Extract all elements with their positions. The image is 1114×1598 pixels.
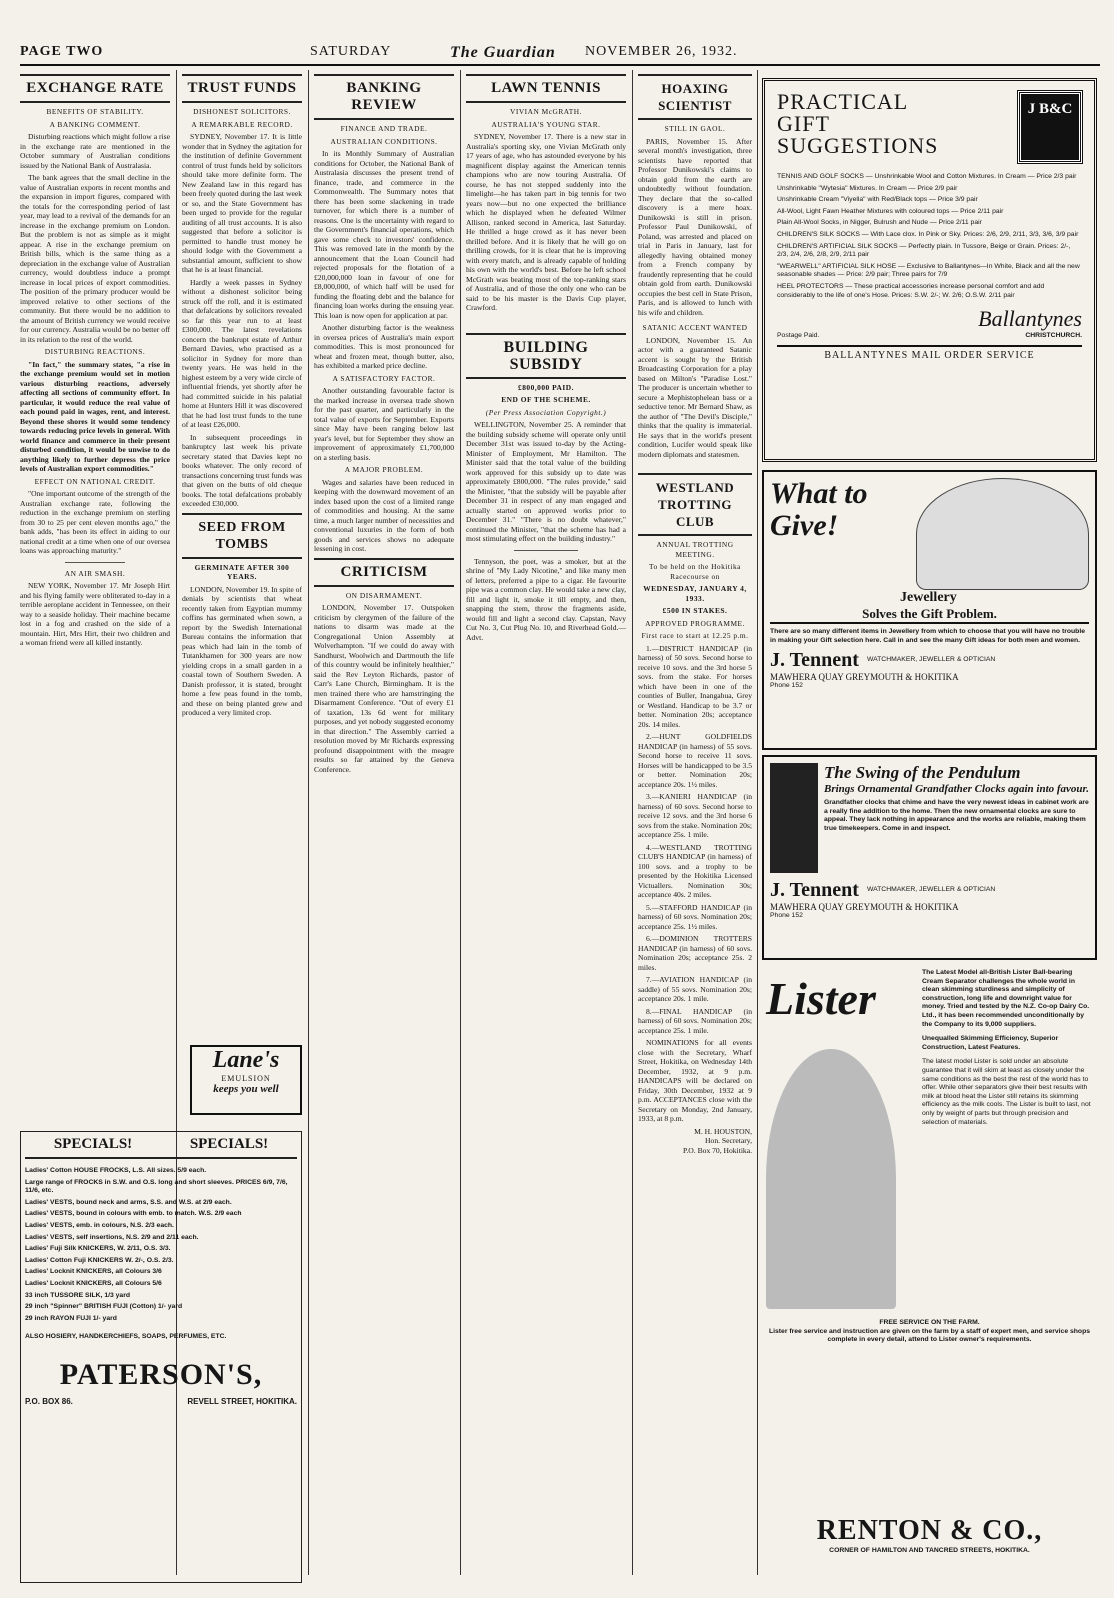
masthead	[20, 42, 1100, 66]
gift-title: GIFT	[777, 111, 830, 136]
article-subhead: EFFECT ON NATIONAL CREDIT.	[34, 476, 156, 486]
list-item: 33 inch TUSSORE SILK, 1/3 yard	[25, 1291, 131, 1299]
list-item: Ladies' VESTS, emb. in colours, N.S. 2/3 each.	[25, 1221, 174, 1229]
article-paragraph: LONDON, November 17. Outspoken criticism by clergymen of the failure of the nations to disarm was made at the Congregational Union Assembly at Wolverhampton. "If we could do away with Sandhurst, Woolwich and Dartmouth the life of this country would be infinitely healthier," said the Rev Leyton Richards, pastor of Carr's Lane Church, Birmingham. It is the men trained there who are hamstringing the Disarmament Conference. "Out of every £1 of taxation, 13s 6d went for military purposes, and yet nobody suggested economy in that direction." The Assembly carried a resolution moved by Mr Richards expressing profound disappointment with the meagre results so far attained by the Geneva Conference.	[314, 603, 454, 774]
lister-body: The latest model Lister is sold under an absolute guarantee that it will skim at least as closely under the same conditions as the best the rest of the world has to offer. While other separators give their best results with milk at blood heat the Lister still retains its skimming efficiency as the milk cools. The Lister is built to last, not only by weight of parts but through precision and selection of materials.	[922, 1058, 1091, 1126]
trotting-signature	[638, 1127, 752, 1156]
article-paragraph: LONDON, November 19. In spite of denials by scientists that wheat recently taken from Egyptian mummy coffins has germinated when sown, a report by the Swedish International Bureau contains the information that peas which had lain in the tomb of Tutankhamen for 300 years are now yielding crops in a small garden in a coastal town of Southern Sweden. A Danish professor, it is stated, brought home a few peas found in the tomb, and these on being planted grew and produced a very limited crop.	[182, 584, 302, 717]
lister-farm-body: Lister free service and instruction are given on the farm by a staff of expert men, and service shops complete in every detail, attend to Lister owner's requirements.	[768, 1327, 1091, 1344]
list-item: Ladies' Locknit KNICKERS, all Colours 3/6	[25, 1268, 162, 1276]
article-subhead: A MAJOR PROBLEM.	[344, 465, 424, 474]
article-paragraph: SYDNEY, November 17. There is a new star in Australia's sporting sky, one Vivian McGrath only 17 years of age, who has astounded everyone by his magnificent display against the American tennis champions who are now touring Australia. Of course, he has not stepped suddenly into the limelight—he has taken part in big tennis for two years now—but no one expected the brilliance which he displayed when he defeated Wilmer Allison, ranked second in America, last Saturday. He thrilled a huge crowd as it has never been thrilled before. And it is likely that he will go on thrilling crowds, for it is clear that he is improving with every match, and is already capable of holding his own with the world's best. Before he left school McGrath was beating most of the top-ranking stars of Australia, and of those the only one who can be said to be his master is the Davis Cup player, Crawford.	[466, 132, 626, 312]
race-entry: 4.—WESTLAND TROTTING CLUB'S HANDICAP (in harness) of 100 sovs. and a trophy to be presented by the Hokitika Licensed Victuallers. Nomination 30s; acceptance 40s. 2 miles.	[638, 842, 752, 899]
specials-list	[25, 1167, 297, 1323]
lanes-emulsion-ad	[190, 1045, 302, 1115]
masthead-date: NOVEMBER 26, 1932.	[585, 44, 738, 59]
tennent-address: MAWHERA QUAY GREYMOUTH & HOKITIKA	[770, 902, 959, 912]
gift-title: SUGGESTIONS	[777, 133, 939, 158]
race-entry: 1.—DISTRICT HANDICAP (in harness) of 50 sovs. Second horse to receive 10 sovs. and the 3rd horse 5 sovs. from the stake. For horses which have been in one of the counties of Buller, Inangahua, Grey or Westland. Handicap to be 3.7 or better. Nomination 20s; acceptance 20s. 14 miles.	[638, 643, 752, 729]
advertorial-paragraph: Tennyson, the poet, was a smoker, but at the shrine of "My Lady Nicotine," and like many men of letters, preferred a pipe to a cigar. He favourite pipe was a common clay. He would take a new clay, fill and light it, smoke it till empty, and then, snapping the stem, throw the fragments aside, would fill and light a second clay. Capstan, Navy Cut No. 3, Cut Plug No. 10, and Riverhead Gold.—Advt.	[466, 556, 626, 642]
article-title: TRUST FUNDS	[182, 74, 302, 103]
pendulum-body: Grandfather clocks that chime and have the very newest ideas in cabinet work are a really fine addition to the home. Then the new ornamental clocks are sure to appeal. They lack nothing in appearance and the works are reliable, making them true timekeepers. Come in and inspect.	[824, 799, 1089, 832]
lister-brand: Lister	[766, 973, 876, 1024]
ballantynes-footer: BALLANTYNES MAIL ORDER SERVICE	[777, 345, 1082, 361]
article-subhead: DISHONEST SOLICITORS.	[193, 107, 291, 116]
column-5	[638, 70, 752, 1575]
article-paragraph: Wages and salaries have been reduced in keeping with the downward movement of an index based upon the cost of a limited range of commodities and housing. At the same time, a much larger number of necessities and conventional luxuries in the form of both goods and services shows no adequate lessening in cost.	[314, 477, 454, 553]
column-rule	[632, 70, 633, 1575]
tennent-address: MAWHERA QUAY GREYMOUTH & HOKITIKA	[770, 672, 959, 683]
article-subhead: AUSTRALIAN CONDITIONS.	[330, 136, 438, 146]
list-item: HEEL PROTECTORS — These practical accessories increase personal comfort and add considerably to the life of one's Hose. Prices: S.W. 2/-; W. 2/6; O.S.W. 2/11 pair	[777, 282, 1045, 299]
what-to-heading: What to	[770, 477, 868, 510]
article-title: HOAXING SCIENTIST	[638, 74, 752, 120]
article-subhead: BENEFITS OF STABILITY.	[46, 107, 144, 116]
list-item: Ladies' Cotton HOUSE FROCKS, L.S. All sizes. 5/9 each.	[25, 1167, 207, 1174]
patersons-ad	[20, 1131, 302, 1583]
list-item: Unshrinkable Cream "Viyella" with Red/Black tops — Price 3/9 pair	[777, 196, 978, 204]
article-subhead: AUSTRALIA'S YOUNG STAR.	[491, 119, 601, 129]
trotting-stakes: £500 IN STAKES.	[662, 606, 728, 615]
article-subhead: STILL IN GAOL.	[664, 124, 726, 133]
article-subhead: ON DISARMAMENT.	[345, 590, 423, 600]
article-paragraph: "In fact," the summary states, "a rise in the exchange premium would set in motion various disturbing reactions, adversely affecting all sections of community effort. In particular, it would reduce the real value of each pound paid in wages, rent, and interest. Beyond these shores it would some tendency towards reducing price levels in general. With world finance and commerce in their present disturbed condition, it would be unwise to do anything likely to further depress the price levels of Australian export commodities."	[20, 359, 170, 473]
article-title: BANKING REVIEW	[314, 74, 454, 120]
race-entry: 6.—DOMINION TROTTERS HANDICAP (in harness) of 60 sovs. Nomination 20s; acceptance 25s. 2 miles.	[638, 934, 752, 972]
article-subhead: DISTURBING REACTIONS.	[44, 347, 146, 356]
specials-heading: SPECIALS!	[189, 1136, 269, 1152]
race-entry: 5.—STAFFORD HANDICAP (in harness) of 60 sovs. Nomination 20s; acceptance 25s. 1½ miles.	[638, 902, 752, 931]
article-paragraph: WELLINGTON, November 25. A reminder that the building subsidy scheme will operate only until December 31st was issued to-day by the Acting-Minister of Employment, Mr Hamilton. The Minister said that the total value of the building work approved for this subsidy up to date was approximately £800,000. "The rules provide," said the Minister, "that the subsidy will be payable after December 31 in respect of any man engaged and actually started on approved works prior to December 31." "There is no doubt whatever," continued the Minister, "that the scheme has had a most stimulating effect on the building industry."	[466, 420, 626, 543]
gift-illustration	[916, 478, 1089, 590]
article-paragraph: In subsequent proceedings in bankruptcy last week his private secretary stated that Davies kept no books whatever. The only record of transactions concerning trust funds was that given on the butts of old cheque books. The total defalcations probably exceeded £30,000.	[182, 432, 302, 508]
lanes-brand: Lane's	[212, 1047, 280, 1073]
trotting-title: WESTLAND TROTTING CLUB	[638, 473, 752, 536]
article-paragraph: SYDNEY, November 17. It is little wonder that in Sydney the agitation for the institution of definite Government control of trust funds held by solicitors should take more definite form. The New Zealand law in this regard has been freely quoted during the last week or so, and the State Government has been urged to provide for the regular auditing of all trust accounts. It is also suggested that before a solicitor is permitted to handle trust money he should lodge with the Government a substantial amount, sufficient to show that he is at least financial.	[182, 132, 302, 274]
renton-ad	[762, 1515, 1097, 1575]
article-subhead: VIVIAN McGRATH.	[510, 107, 582, 116]
trotting-footer: NOMINATIONS for all events close with the Secretary, Wharf Street, Hokitika, on Wednesday 14th December, 1932, at 9 p.m. HANDICAPS will be declared on Friday, 30th December, 1932 at 9 p.m. ACCEPTANCES close with the Secretary on Monday, 2nd January, 1933, at 8 p.m.	[638, 1038, 752, 1123]
patersons-address: REVELL STREET, HOKITIKA.	[187, 1396, 297, 1406]
list-item: TENNIS AND GOLF SOCKS — Unshrinkable Wool and Cotton Mixtures. In Cream — Price 2/3 pair	[777, 173, 1077, 180]
article-title: SEED FROM TOMBS	[182, 513, 302, 559]
tennent-body: There are so many different items in Jewellery from which to choose that you will have no trouble in making your Gift selection here. Call in and see the many Gift ideas for both men and women.	[770, 628, 1085, 644]
column-3	[314, 70, 454, 1575]
article-paragraph: PARIS, November 15. After several month's investigation, three scientists have reported that Professor Dunikowski's claims to obtain gold from the earth are undoubtedly without foundation. They declare that the so-called discovery is a mere hoax. Dunikowski is still in prison. Professor Paul Dunikowski, of Poland, was arrested and placed on trial in Paris in January, last for allegedly having obtained money from a French company by fraudently representing that he could obtain gold from earth. Dunikowski occupies the best cell in State Prison, Paris, and is allowed to lunch with his wife and children.	[638, 136, 752, 317]
lister-ad	[762, 965, 1097, 1513]
article-paragraph: The bank agrees that the small decline in the value of Australian exports in recent months and the expansion in import figures, compared with the totals for the corresponding period of last year, may lead to a revival of the demands for an increase in the exchange premium on London. But the problem is not as simple as it might appear. A rise in the exchange premium on British bills, which is the same thing as a depreciation in the exchange value of Australian currency, would doubtless induce a prompt increase in local prices of export commodities. The position of the primary producer would be improved relative to other sections of the community. But there would be no addition to the amount of British currency we would receive for our currency. Australia would be no better off in its relation to the rest of the world.	[20, 173, 170, 344]
article-paragraph: Hardly a week passes in Sydney without a dishonest solicitor being struck off the roll, and it is estimated that defalcations by solicitors revealed so far this year run to at least £300,000. The latest revelations concern the bankrupt estate of Arthur Bernard Davies, who practised as a solicitor in Sydney for more than twenty years. He was held in the highest esteem by a very wide circle of influential friends, yet shortly after he had committed suicide in his palatial home at Hunters Hill it was discovered that he had lost trust funds to the tune of at least £26,000.	[182, 277, 302, 429]
specials-heading: SPECIALS!	[53, 1136, 133, 1152]
list-item: Large range of FROCKS in S.W. and O.S. long and short sleeves. PRICES 6/9, 7/6, 11/6, etc.	[25, 1178, 288, 1195]
list-item: Ladies' VESTS, self insertions, N.S. 2/9 and 2/11 each.	[25, 1233, 199, 1241]
give-heading: Give!	[770, 509, 839, 542]
article-subhead: GERMINATE AFTER 300 YEARS.	[194, 562, 290, 581]
article-paragraph: Another outstanding favourable factor is the marked increase in oversea trade shown for the past quarter, and particularly in the total value of exports for September. Exports since May have been ranging below last year's level, but for September they show an improvement of approximately £1,700,000 on a sterling basis.	[314, 386, 454, 462]
tennent-name: J. Tennent	[770, 649, 859, 672]
article-paragraph: Another disturbing factor is the weakness in oversea prices of Australia's main export commodities. This is most pronounced for wheat and frozen meat, though butter, also, has exhibited a marked price decline.	[314, 323, 454, 370]
article-title: BUILDING SUBSIDY	[466, 333, 626, 379]
list-item: All-Wool, Light Fawn Heather Mixtures with coloured tops — Price 2/11 pair	[777, 207, 1004, 215]
article-title: EXCHANGE RATE	[20, 74, 170, 103]
lanes-tagline: keeps you well	[213, 1083, 279, 1095]
column-rule	[757, 70, 758, 1575]
pendulum-subhead: Brings Ornamental Grandfather Clocks again into favour.	[824, 783, 1089, 795]
article-paragraph: NEW YORK, November 17. Mr Joseph Hirt and his flying family were obliterated to-day in a terrible aeroplane accident in Tennessee, on their way to a seaside holiday. Their machine became lost in a fog and crashed on the side of a mountain. Hirt, Mrs Hirt, their two children and a woman friend were all killed instantly.	[20, 581, 170, 647]
trotting-subhead: ANNUAL TROTTING MEETING.	[656, 540, 734, 559]
article-paragraph: "One important outcome of the strength of the Australian exchange rate, following the reduction in the exchange premium on sterling from 30 to 25 per cent eleven months ago," the bank adds, "has been its effect in aiding to our national credit at a time when one of our oversea loans was approaching maturity."	[20, 489, 170, 555]
lister-farm-heading: FREE SERVICE ON THE FARM.	[879, 1319, 980, 1326]
race-entry: 2.—HUNT GOLDFIELDS HANDICAP (in harness) of 55 sovs. Second horse to receive 11 sovs. Horses will be handicapped to be 3.5 or better. Nomination 20s; acceptance 20s. 1½ miles.	[638, 732, 752, 789]
postage-note: Postage Paid.	[777, 332, 820, 340]
article-paragraph: Disturbing reactions which might follow a rise in the exchange rate are mentioned in the October summary of Australian conditions issued by the National Bank of Australasia.	[20, 132, 170, 170]
jewellery-heading: Jewellery	[900, 590, 957, 605]
tennent-clocks-ad	[762, 755, 1097, 960]
article-subhead: SATANIC ACCENT WANTED	[642, 323, 748, 332]
list-item: Ladies' Fuji Silk KNICKERS, W. 2/11, O.S. 3/3.	[25, 1245, 171, 1253]
article-paragraph: LONDON, November 15. An actor with a guaranteed Satanic accent is sought by the British Broadcasting Corporation for a play based on Milton's "Paradise Lost." The producer is uncertain whether to secure a Mephistophelean bass or a seductive tenor. Mr Bernard Shaw, as the author of "The Devil's Disciple," thinks that the quality is immaterial. He says that in the world's present condition, Lucifer would speak like modern diplomats and statesmen.	[638, 335, 752, 459]
patersons-name: PATERSON'S,	[59, 1357, 263, 1391]
ballantynes-ad	[762, 78, 1097, 462]
trotting-start: First race to start at 12.25 p.m.	[641, 631, 749, 640]
list-item: Ladies' VESTS, bound neck and arms, S.S. and W.S. at 2/9 each.	[25, 1198, 232, 1206]
list-item: Unshrinkable "Wytesia" Mixtures. In Cream — Price 2/9 pair	[777, 184, 958, 192]
article-credit: (Per Press Association Copyright.)	[485, 407, 607, 417]
gift-list	[777, 173, 1082, 300]
race-entry: 8.—FINAL HANDICAP (in harness) of 60 sovs. Nomination 20s; acceptance 25s. 1 mile.	[638, 1006, 752, 1035]
divider	[65, 562, 125, 563]
list-item: CHILDREN'S SILK SOCKS — With Lace clox. In Pink or Sky. Prices: 2/6, 2/9, 2/11, 3/3, 3/6, 3/9 pair	[777, 230, 1079, 238]
tennent-trade: WATCHMAKER, JEWELLER & OPTICIAN	[866, 656, 996, 664]
tennent-phone: Phone 152	[770, 682, 803, 690]
masthead-day: SATURDAY	[310, 44, 392, 59]
trotting-approved: APPROVED PROGRAMME.	[645, 618, 745, 628]
article-subhead: FINANCE AND TRADE.	[340, 124, 428, 133]
tennent-jewellery-ad	[762, 470, 1097, 750]
secretary-title: Hon. Secretary,	[705, 1136, 752, 1145]
tennent-phone: Phone 152	[770, 912, 803, 919]
trotting-date: WEDNESDAY, JANUARY 4, 1933.	[643, 584, 747, 603]
article-subhead: A BANKING COMMENT.	[49, 119, 141, 129]
specials-also: ALSO HOSIERY, HANDKERCHIEFS, SOAPS, PERFUMES, ETC.	[25, 1333, 227, 1341]
trotting-subhead: To be held on the Hokitika Racecourse on	[649, 562, 741, 581]
separator-illustration	[766, 1049, 896, 1309]
article-paragraph: In its Monthly Summary of Australian conditions for October, the National Bank of Australasia discusses the present trend of finance, trade, and commerce in the Commonwealth. The Summary notes that there has been some slackening in trade turnover, for which there is a number of reasons. One is the uncertainty with regard to the Government's financial operations, which gave some check to investors' confidence. This was removed late in the month by the announcement that the Loan Council had rejected proposals for the flotation of a £20,000,000 loan in favour of one for £8,000,000, of which half will be used for funding the floating debt and the balance for financing loan works during the ensuing year. This loan is now open for application at par.	[314, 149, 454, 320]
list-item: Ladies' Locknit KNICKERS, all Colours 5/6	[25, 1279, 162, 1287]
renton-address: CORNER OF HAMILTON AND TANCRED STREETS, HOKITIKA.	[829, 1547, 1030, 1554]
page-number: PAGE TWO	[20, 44, 104, 59]
article-subhead: AN AIR SMASH.	[64, 568, 126, 578]
secretary-box: P.O. Box 70, Hokitika.	[683, 1145, 752, 1155]
column-rule	[308, 70, 309, 1575]
article-subhead: £800,000 PAID.	[518, 382, 574, 392]
lister-intro: The Latest Model all-British Lister Ball-bearing Cream Separator challenges the whole world in clean skimming sturdiness and simplicity of construction, long life and downright value for money. Tried and tested by the N.Z. Co-op Dairy Co. Ltd., it has been recommended unconditionally by the Company to its 9,000 suppliers.	[922, 969, 1090, 1028]
article-subhead: A REMARKABLE RECORD.	[191, 119, 293, 129]
secretary-name: M. H. HOUSTON,	[694, 1126, 752, 1136]
race-entry: 3.—KANIERI HANDICAP (in harness) of 60 sovs. Second horse to receive 12 sovs. and the 3rd horse 6 sovs from the stake. Nomination 20s; acceptance 25s. 1 mile.	[638, 792, 752, 839]
ballantynes-signature: Ballantynes	[978, 306, 1082, 332]
article-subhead: A SATISFACTORY FACTOR.	[332, 373, 436, 383]
race-entry: 7.—AVIATION HANDICAP (in saddle) of 55 sovs. Nomination 20s; acceptance 20s. 1 mile.	[638, 975, 752, 1003]
list-item: CHILDREN'S ARTIFICIAL SILK SOCKS — Perfectly plain. In Tussore, Beige or Grain. Prices: 2/-, 2/3, 2/4, 2/6, 2/8, 2/9, 2/11 pair	[777, 242, 1071, 259]
article-title: CRITICISM	[314, 558, 454, 587]
list-item: Plain All-Wool Socks, in Nigger, Bulrush and Nude — Price 2/11 pair	[777, 219, 982, 227]
masthead-paper: The Guardian	[450, 44, 556, 61]
list-item: 29 inch "Spinner" BRITISH FUJI (Cotton) 1/- yard	[25, 1303, 183, 1311]
grandfather-clock-illustration	[770, 763, 818, 873]
lanes-product: EMULSION	[221, 1074, 271, 1083]
renton-name: RENTON & CO.,	[816, 1515, 1043, 1546]
gift-title: PRACTICAL	[777, 89, 909, 114]
column-4	[466, 70, 626, 1575]
ballantynes-city: CHRISTCHURCH.	[1025, 332, 1082, 340]
column-2	[182, 70, 302, 1115]
ballantynes-logo: J B&C	[1018, 91, 1082, 163]
tennent-trade: WATCHMAKER, JEWELLER & OPTICIAN	[866, 886, 996, 894]
lister-claim: Unequalled Skimming Efficiency, Superior Construction, Latest Features.	[922, 1035, 1059, 1051]
pendulum-headline: The Swing of the Pendulum	[824, 763, 1021, 782]
list-item: Ladies' Cotton Fuji KNICKERS W. 2/-, O.S. 2/3.	[25, 1256, 174, 1264]
list-item: 29 inch RAYON FUJI 1/- yard	[25, 1314, 117, 1322]
divider	[514, 550, 578, 551]
tennent-name: J. Tennent	[770, 879, 859, 901]
article-subhead: END OF THE SCHEME.	[501, 395, 591, 404]
gift-problem-heading: Solves the Gift Problem.	[770, 606, 1089, 624]
list-item: Ladies' VESTS, bound in colours with emb. to match. W.S. 2/9 each	[25, 1210, 242, 1218]
article-title: LAWN TENNIS	[466, 74, 626, 103]
patersons-box: P.O. BOX 86.	[25, 1396, 73, 1406]
list-item: "WEARWELL" ARTIFICIAL SILK HOSE — Exclusive to Ballantynes—In White, Black and all the new seasonable shades — Price: 2/9 pair; Three pairs for 7/9	[777, 262, 1080, 279]
column-rule	[460, 70, 461, 1575]
